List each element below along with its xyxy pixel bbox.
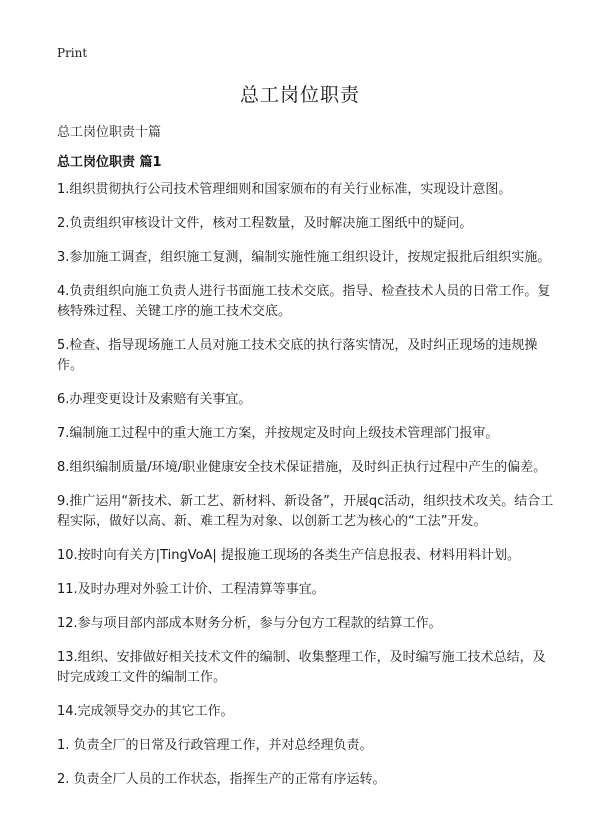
print-label: Print	[57, 46, 88, 60]
list-item: 5.检查、指导现场施工人员对施工技术交底的执行落实情况，及时纠正现场的违规操作。	[57, 338, 538, 373]
list-item: 12.参与项目部内部成本财务分析，参与分包方工程款的结算工作。	[57, 616, 442, 631]
list-item: 1.组织贯彻执行公司技术管理细则和国家颁布的有关行业标准，实现设计意图。	[57, 182, 512, 197]
list-item: 9.推广运用“新技术、新工艺、新材料、新设备”，开展qc活动，组织技术攻关。结合工程实际，做好以高、新、难工程为对象、以创新工艺为核心的“工法”开发。	[57, 494, 554, 529]
list-item: 2. 负责全厂人员的工作状态，指挥生产的正常有序运转。	[57, 772, 386, 787]
list-item: 8.组织编制质量/环境/职业健康安全技术保证措施，及时纠正执行过程中产生的偏差。	[57, 460, 547, 475]
list-item: 4.负责组织向施工负责人进行书面施工技术交底。指导、检查技术人员的日常工作。复核特殊过程、关键工序的施工技术交底。	[57, 284, 551, 319]
list-item: 13.组织、安排做好相关技术文件的编制、收集整理工作，及时编写施工技术总结，及时完成竣工文件的编制工作。	[57, 650, 546, 685]
page-title: 总工岗位职责	[239, 84, 360, 106]
list-item: 7.编制施工过程中的重大施工方案，并按规定及时向上级技术管理部门报审。	[57, 426, 499, 441]
list-item: 3.参加施工调查，组织施工复测，编制实施性施工组织设计，按规定报批后组织实施。	[57, 250, 551, 265]
section-heading: 总工岗位职责 篇1	[57, 155, 162, 170]
list-item: 11.及时办理对外验工计价、工程清算等事宜。	[57, 582, 325, 597]
duty-list	[57, 180, 557, 804]
list-item: 1. 负责全厂的日常及行政管理工作，并对总经理负责。	[57, 738, 373, 753]
list-item: 2.负责组织审核设计文件，核对工程数量，及时解决施工图纸中的疑问。	[57, 216, 473, 231]
list-item: 10.按时向有关方|TingVoA| 提报施工现场的各类生产信息报表、材料用料计划。	[57, 548, 520, 563]
list-item: 14.完成领导交办的其它工作。	[57, 704, 234, 719]
document-subtitle: 总工岗位职责十篇	[57, 125, 162, 140]
list-item: 6.办理变更设计及索赔有关事宜。	[57, 392, 252, 407]
